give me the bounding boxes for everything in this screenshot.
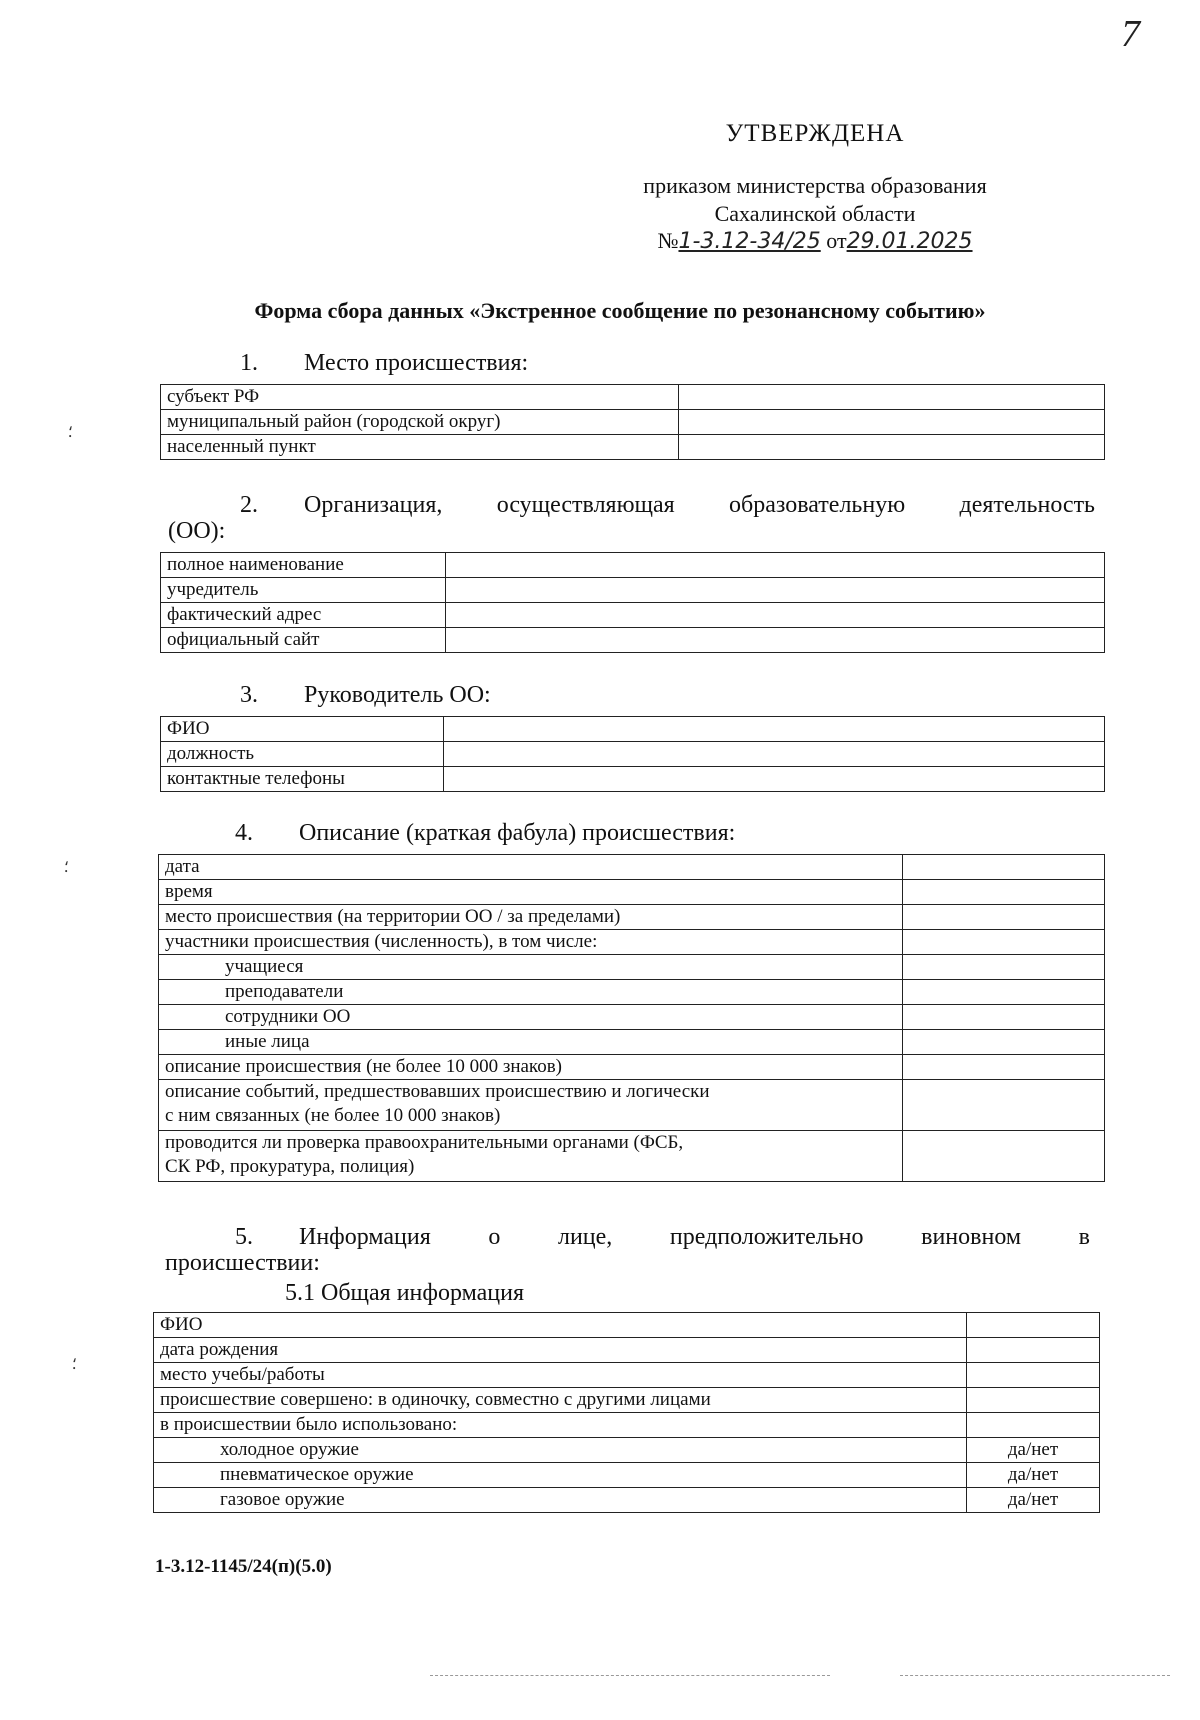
table-row <box>159 1005 1105 1030</box>
table-row <box>159 880 1105 905</box>
table-row <box>159 1030 1105 1055</box>
table-row <box>154 1338 1100 1363</box>
row-label: место происшествия (на территории ОО / за пределами) <box>159 905 903 930</box>
value-cell <box>967 1338 1100 1363</box>
table-row <box>159 930 1105 955</box>
table-row <box>161 628 1105 653</box>
value-cell <box>903 905 1105 930</box>
row-label: место учебы/работы <box>154 1363 967 1388</box>
approval-line-2: Сахалинской области <box>714 201 916 226</box>
approval-number-date: №1-3.12-34/25 от29.01.2025 <box>657 228 973 254</box>
section-4-table <box>158 854 1105 1182</box>
value-cell <box>679 385 1105 410</box>
scan-mark: ⸵ <box>68 424 73 441</box>
table-row <box>159 1131 1105 1182</box>
section-5-heading: 5. Информация о лице, предположительно виновном в <box>235 1224 1090 1250</box>
table-row <box>154 1438 1100 1463</box>
row-label: преподаватели <box>159 980 903 1005</box>
row-label: участники происшествия (численность), в том числе: <box>159 930 903 955</box>
table-row <box>159 980 1105 1005</box>
value-cell <box>903 955 1105 980</box>
section-1-table <box>160 384 1105 460</box>
row-label: сотрудники ОО <box>159 1005 903 1030</box>
yes-no-cell: да/нет <box>967 1488 1100 1513</box>
value-cell <box>903 1131 1105 1182</box>
row-label: в происшествии было использовано: <box>154 1413 967 1438</box>
value-cell <box>903 980 1105 1005</box>
row-label: дата рождения <box>154 1338 967 1363</box>
table-row <box>161 742 1105 767</box>
row-label: время <box>159 880 903 905</box>
value-cell <box>903 1055 1105 1080</box>
value-cell <box>903 1080 1105 1131</box>
section-2-heading-cont: (ОО): <box>168 518 226 544</box>
row-label: субъект РФ <box>161 385 679 410</box>
row-label: учащиеся <box>159 955 903 980</box>
value-cell <box>444 742 1105 767</box>
scan-mark: ⸵ <box>72 1356 77 1373</box>
row-label: происшествие совершено: в одиночку, совместно с другими лицами <box>154 1388 967 1413</box>
row-label: ФИО <box>154 1313 967 1338</box>
page-number: 7 <box>1121 13 1140 55</box>
value-cell <box>679 435 1105 460</box>
section-2-heading: 2. Организация, осуществляющая образовательную деятельность <box>240 492 1095 518</box>
section-1-heading: 1. Место происшествия: <box>240 350 529 376</box>
value-cell <box>446 603 1105 628</box>
row-label: ФИО <box>161 717 444 742</box>
row-label: должность <box>161 742 444 767</box>
value-cell <box>446 553 1105 578</box>
approval-heading: УТВЕРЖДЕНА <box>725 120 905 147</box>
value-cell <box>444 767 1105 792</box>
value-cell <box>967 1413 1100 1438</box>
table-row <box>159 1080 1105 1131</box>
row-label: холодное оружие <box>154 1438 967 1463</box>
table-row <box>161 767 1105 792</box>
table-row <box>154 1388 1100 1413</box>
table-row <box>161 410 1105 435</box>
section-3-table <box>160 716 1105 792</box>
section-5-1-heading: 5.1 Общая информация <box>285 1280 524 1306</box>
value-cell <box>903 855 1105 880</box>
value-cell <box>446 578 1105 603</box>
value-cell <box>967 1313 1100 1338</box>
approval-order <box>600 172 1030 254</box>
value-cell <box>444 717 1105 742</box>
table-row <box>159 905 1105 930</box>
value-cell <box>903 1005 1105 1030</box>
row-label: иные лица <box>159 1030 903 1055</box>
yes-no-cell: да/нет <box>967 1438 1100 1463</box>
row-label: муниципальный район (городской округ) <box>161 410 679 435</box>
section-2-table <box>160 552 1105 653</box>
row-label: пневматическое оружие <box>154 1463 967 1488</box>
document-title: Форма сбора данных «Экстренное сообщение по резонансному событию» <box>254 298 986 323</box>
order-date-handwritten: 29.01.2025 <box>846 229 973 254</box>
scan-dotted-line <box>900 1675 1170 1676</box>
section-5-table <box>153 1312 1100 1513</box>
value-cell <box>903 880 1105 905</box>
row-label: учредитель <box>161 578 446 603</box>
yes-no-cell: да/нет <box>967 1463 1100 1488</box>
value-cell <box>967 1388 1100 1413</box>
table-row <box>161 553 1105 578</box>
scan-dotted-line <box>430 1675 830 1676</box>
table-row <box>154 1313 1100 1338</box>
scan-mark: ⸵ <box>64 859 69 876</box>
section-3-heading: 3. Руководитель ОО: <box>240 682 491 708</box>
row-label: газовое оружие <box>154 1488 967 1513</box>
value-cell <box>903 930 1105 955</box>
row-label: дата <box>159 855 903 880</box>
table-row <box>159 955 1105 980</box>
row-label: официальный сайт <box>161 628 446 653</box>
table-row <box>161 603 1105 628</box>
row-label: населенный пункт <box>161 435 679 460</box>
row-label: контактные телефоны <box>161 767 444 792</box>
table-row <box>154 1413 1100 1438</box>
order-number-handwritten: 1-3.12-34/25 <box>678 229 821 254</box>
table-row <box>161 385 1105 410</box>
value-cell <box>446 628 1105 653</box>
value-cell <box>679 410 1105 435</box>
footer-code: 1-3.12-1145/24(п)(5.0) <box>155 1556 332 1577</box>
row-label: проводится ли проверка правоохранительными органами (ФСБ, СК РФ, прокуратура, полиция) <box>159 1131 903 1182</box>
row-label: фактический адрес <box>161 603 446 628</box>
value-cell <box>967 1363 1100 1388</box>
table-row <box>161 435 1105 460</box>
table-row <box>161 717 1105 742</box>
approval-line-1: приказом министерства образования <box>643 173 987 198</box>
table-row <box>161 578 1105 603</box>
table-row <box>159 1055 1105 1080</box>
section-5-heading-cont: происшествии: <box>165 1250 320 1276</box>
section-4-heading: 4. Описание (краткая фабула) происшествия: <box>235 820 736 846</box>
row-label: описание событий, предшествовавших происшествию и логически с ним связанных (не более 10 000 знаков) <box>159 1080 903 1131</box>
row-label: описание происшествия (не более 10 000 знаков) <box>159 1055 903 1080</box>
table-row <box>154 1363 1100 1388</box>
row-label: полное наименование <box>161 553 446 578</box>
value-cell <box>903 1030 1105 1055</box>
table-row <box>154 1488 1100 1513</box>
table-row <box>154 1463 1100 1488</box>
table-row <box>159 855 1105 880</box>
